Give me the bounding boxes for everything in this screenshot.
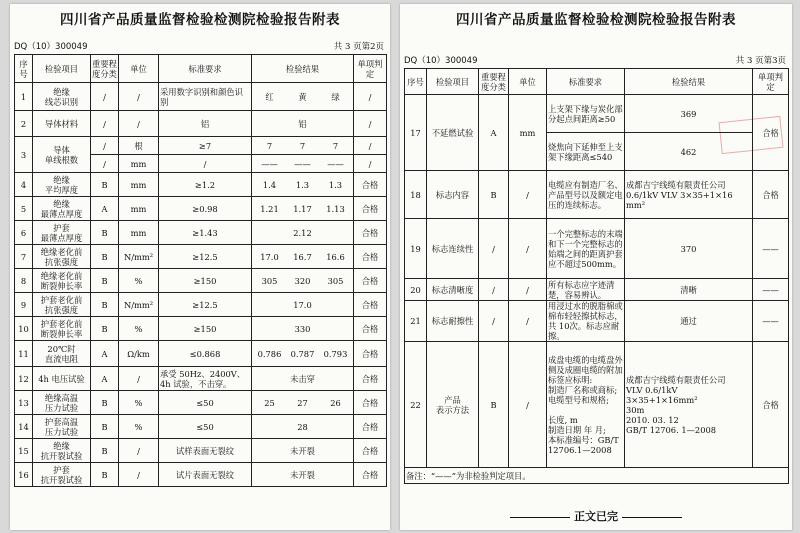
table-cell: 上支架下缘与炭化部分起点间距离≥50 [547, 95, 625, 133]
table-cell: 成盘电缆的电缆盘外侧及成圈电缆的附加标签应标明: 制造厂名称或商标; 电缆型号和规格; 长度, m 制造日期 年 月; 本标准编号：GB/T 12706.1—2008 [547, 342, 625, 468]
table-cell: 烧焦向下延伸至上支架下缘距离≤540 [547, 133, 625, 171]
end-mark: 正文已完 [400, 508, 792, 524]
table-cell: / [509, 279, 547, 301]
table-cell: 462 [625, 133, 753, 171]
column-header: 单位 [119, 55, 159, 83]
table-cell: 用浸过水的脱脂棉或棉布轻轻擦拭标志，共 10次。标志应耐擦。 [548, 301, 623, 341]
table-cell: / [91, 83, 119, 111]
verdict: —— [753, 301, 789, 342]
row-number: 12 [15, 367, 33, 391]
row-number: 19 [405, 219, 427, 279]
page-number: 共 3 页第3页 [735, 56, 786, 66]
test-item: 导体 单线根数 [33, 137, 91, 173]
table-cell: ≥150 [159, 317, 252, 341]
note-row [405, 468, 789, 484]
table-row [15, 391, 387, 415]
test-item: 绝缘 最薄点厚度 [33, 197, 91, 221]
table-cell: 通过 [625, 301, 753, 342]
table-cell: B [479, 342, 509, 468]
table-cell: 试片表面无裂纹 [159, 463, 252, 487]
test-item: 标志清晰度 [427, 279, 479, 301]
table-row [15, 317, 387, 341]
table-row [15, 463, 387, 487]
table-row [15, 173, 387, 197]
column-header: 检验结果 [625, 69, 753, 95]
table-cell: ≥12.5 [159, 245, 252, 269]
table-cell: / [91, 137, 119, 155]
table-row [15, 83, 387, 111]
test-item: 护套老化前 断裂伸长率 [33, 317, 91, 341]
verdict: 合格 [354, 173, 387, 197]
table-row [405, 301, 789, 342]
table-cell: B [91, 221, 119, 245]
verdict: 合格 [354, 439, 387, 463]
table-cell: B [91, 293, 119, 317]
table-cell: 承受 50Hz、2400V、4h 试验，不击穿。 [159, 367, 252, 391]
result-value: 绿 [331, 91, 340, 102]
table-cell [252, 197, 354, 221]
verdict: 合格 [354, 463, 387, 487]
test-item: 标志耐擦性 [427, 301, 479, 342]
table-cell: 所有标志应字迹清楚，容易辨认。 [547, 279, 625, 301]
verdict: 合格 [753, 171, 789, 219]
table-cell: / [509, 301, 547, 342]
result-value: 1.3 [328, 179, 343, 190]
verdict: 合格 [354, 341, 387, 367]
table-row [15, 367, 387, 391]
row-number: 7 [15, 245, 33, 269]
verdict: —— [753, 279, 789, 301]
row-number: 15 [15, 439, 33, 463]
table-cell: / [479, 219, 509, 279]
test-item: 导体材料 [33, 111, 91, 137]
test-item: 标志内容 [427, 171, 479, 219]
verdict: 合格 [354, 293, 387, 317]
test-item: 绝缘 抗开裂试验 [33, 439, 91, 463]
table-cell: 369 [625, 95, 753, 133]
table-cell: B [91, 245, 119, 269]
report-page-2 [10, 4, 390, 530]
table-cell: mm [509, 95, 547, 171]
table-cell [252, 269, 354, 293]
table-cell: 330 [252, 317, 354, 341]
table-cell: B [91, 391, 119, 415]
table-cell: mm [119, 197, 159, 221]
table-cell: / [354, 137, 387, 155]
table-cell: / [119, 367, 159, 391]
row-number: 9 [15, 293, 33, 317]
result-value: —— [261, 158, 278, 169]
table-cell: / [509, 342, 547, 468]
table-cell [252, 391, 354, 415]
table-cell: ≥150 [159, 269, 252, 293]
table-row [15, 341, 387, 367]
table-cell: ≥12.5 [159, 293, 252, 317]
table-cell: / [509, 219, 547, 279]
row-number: 11 [15, 341, 33, 367]
verdict: 合格 [354, 245, 387, 269]
test-item: 护套老化前 抗张强度 [33, 293, 91, 317]
test-item: 护套高温 压力试验 [33, 415, 91, 439]
test-item: 绝缘老化前 抗张强度 [33, 245, 91, 269]
table-cell: / [479, 279, 509, 301]
verdict: 合格 [753, 342, 789, 468]
table-cell [252, 341, 354, 367]
results-table [404, 68, 789, 484]
table-row [15, 245, 387, 269]
column-header: 序号 [15, 55, 33, 83]
column-header: 标准要求 [159, 55, 252, 83]
table-cell: ≥1.43 [159, 221, 252, 245]
result-value: 1.13 [326, 203, 345, 214]
row-number: 17 [405, 95, 427, 171]
result-value: 7 [299, 140, 306, 151]
table-cell: ≤0.868 [159, 341, 252, 367]
table-row [15, 111, 387, 137]
row-number: 5 [15, 197, 33, 221]
test-item: 绝缘高温 压力试验 [33, 391, 91, 415]
result-value: 0.786 [257, 348, 282, 359]
table-cell: / [91, 111, 119, 137]
column-header: 检验项目 [427, 69, 479, 95]
table-cell [252, 137, 354, 155]
table-cell: 2.12 [252, 221, 354, 245]
verdict: 合格 [354, 391, 387, 415]
result-value: 1.4 [262, 179, 277, 190]
table-cell: B [91, 463, 119, 487]
table-cell: 未开裂 [252, 439, 354, 463]
result-value: 305 [327, 275, 344, 286]
table-cell: 成都吉宁线缆有限责任公司 0.6/1kV VLV 3×35+1×16 mm² [625, 171, 753, 219]
table-row [15, 293, 387, 317]
note: 备注：“——”为非检验判定项目。 [405, 468, 789, 484]
table-cell: B [479, 171, 509, 219]
table-cell: / [509, 171, 547, 219]
table-cell: 铝 [159, 111, 252, 137]
table-cell: A [91, 367, 119, 391]
results-table [14, 54, 387, 487]
verdict: / [354, 111, 387, 137]
table-cell: 一个完整标志的末端和下一个完整标志的始端之间的距离护套应不超过500mm。 [547, 219, 625, 279]
verdict: 合格 [354, 221, 387, 245]
table-cell [252, 155, 354, 173]
result-value: 17.0 [260, 251, 279, 262]
result-value: 7 [266, 140, 273, 151]
result-value: 16.6 [326, 251, 345, 262]
result-value: 7 [332, 140, 339, 151]
table-cell: / [91, 155, 119, 173]
table-cell: 28 [252, 415, 354, 439]
table-cell: % [119, 317, 159, 341]
verdict: 合格 [354, 415, 387, 439]
table-row [15, 137, 387, 155]
table-row [15, 439, 387, 463]
column-header: 单项判定 [354, 55, 387, 83]
table-cell: A [479, 95, 509, 171]
result-value: —— [294, 158, 311, 169]
table-cell: 17.0 [252, 293, 354, 317]
row-number: 8 [15, 269, 33, 293]
verdict: 合格 [354, 197, 387, 221]
table-cell: mm [119, 155, 159, 173]
column-header: 单位 [509, 69, 547, 95]
result-value: 1.21 [260, 203, 279, 214]
result-value: 1.17 [293, 203, 312, 214]
result-value: 320 [294, 275, 311, 286]
table-cell: 未开裂 [252, 463, 354, 487]
table-row [15, 269, 387, 293]
row-number: 1 [15, 83, 33, 111]
table-cell: / [159, 155, 252, 173]
test-item: 不延燃试验 [427, 95, 479, 171]
result-value: 0.787 [290, 348, 315, 359]
column-header: 重要程度分类 [91, 55, 119, 83]
column-header: 重要程度分类 [479, 69, 509, 95]
table-cell: / [119, 83, 159, 111]
result-value: 1.3 [295, 179, 310, 190]
report-page-3 [400, 4, 792, 530]
test-item: 产品 表示方法 [427, 342, 479, 468]
test-item: 绝缘 线芯识别 [33, 83, 91, 111]
table-cell: 铝 [252, 111, 354, 137]
test-item: 绝缘 平均厚度 [33, 173, 91, 197]
table-cell: N/mm² [119, 245, 159, 269]
table-cell: B [91, 439, 119, 463]
table-cell: % [119, 391, 159, 415]
verdict: 合格 [753, 95, 789, 171]
table-cell: 采用数字识别和颜色识别 [159, 83, 252, 111]
table-row [15, 197, 387, 221]
table-cell: 370 [625, 219, 753, 279]
test-item: 20℃时 直流电阻 [33, 341, 91, 367]
result-value: 红 [265, 91, 274, 102]
table-row [405, 219, 789, 279]
table-cell: 根 [119, 137, 159, 155]
row-number: 2 [15, 111, 33, 137]
table-row [15, 415, 387, 439]
table-cell: % [119, 269, 159, 293]
result-value: 黄 [298, 91, 307, 102]
test-item: 标志连续性 [427, 219, 479, 279]
table-cell: / [119, 111, 159, 137]
result-value: 25 [264, 397, 275, 408]
table-cell: / [119, 463, 159, 487]
row-number: 16 [15, 463, 33, 487]
table-cell: 成都吉宁线缆有限责任公司 VLV 0.6/1kV 3×35+1×16mm² 30m 2010. 03. 12 GB/T 12706. 1—2008 [625, 342, 753, 468]
table-cell: B [91, 269, 119, 293]
table-cell: ≥7 [159, 137, 252, 155]
table-cell: ≤50 [159, 391, 252, 415]
verdict: / [354, 83, 387, 111]
verdict: 合格 [354, 317, 387, 341]
result-value: —— [327, 158, 344, 169]
table-cell: ≥0.98 [159, 197, 252, 221]
table-cell: A [91, 341, 119, 367]
row-number: 14 [15, 415, 33, 439]
verdict: 合格 [354, 269, 387, 293]
verdict: 合格 [354, 367, 387, 391]
row-number: 18 [405, 171, 427, 219]
row-number: 21 [405, 301, 427, 342]
table-cell: B [91, 415, 119, 439]
test-item: 护套 最薄点厚度 [33, 221, 91, 245]
result-value: 305 [261, 275, 278, 286]
result-value: 26 [330, 397, 341, 408]
column-header: 序号 [405, 69, 427, 95]
table-row [405, 171, 789, 219]
table-row [405, 95, 789, 133]
result-value: 16.7 [293, 251, 312, 262]
header-row [405, 69, 789, 95]
row-number: 3 [15, 137, 33, 173]
report-number: DQ（10）300049 [14, 42, 88, 52]
row-number: 4 [15, 173, 33, 197]
table-cell [252, 245, 354, 269]
column-header: 检验结果 [252, 55, 354, 83]
page-number: 共 3 页第2页 [333, 42, 384, 52]
table-cell: 试样表面无裂纹 [159, 439, 252, 463]
page-title: 四川省产品质量监督检验检测院检验报告附表 [456, 12, 736, 28]
table-cell: N/mm² [119, 293, 159, 317]
table-cell: 未击穿 [252, 367, 354, 391]
result-value: 27 [297, 397, 308, 408]
column-header: 标准要求 [547, 69, 625, 95]
table-cell: 清晰 [625, 279, 753, 301]
test-item: 护套 抗开裂试验 [33, 463, 91, 487]
table-cell: ≥1.2 [159, 173, 252, 197]
row-number: 10 [15, 317, 33, 341]
table-row [405, 279, 789, 301]
table-cell: % [119, 415, 159, 439]
table-cell: B [91, 173, 119, 197]
table-cell: 电缆应有制造厂名、产品型号以及额定电压的连续标志。 [547, 171, 625, 219]
table-cell: ≤50 [159, 415, 252, 439]
table-cell: mm [119, 173, 159, 197]
table-cell: / [479, 301, 509, 342]
test-item: 4h 电压试验 [33, 367, 91, 391]
row-number: 6 [15, 221, 33, 245]
table-row [15, 221, 387, 245]
verdict: —— [753, 219, 789, 279]
table-row [405, 342, 789, 468]
table-cell: Ω/km [119, 341, 159, 367]
report-number: DQ（10）300049 [404, 56, 478, 66]
table-cell: / [119, 439, 159, 463]
row-number: 22 [405, 342, 427, 468]
column-header: 检验项目 [33, 55, 91, 83]
row-number: 13 [15, 391, 33, 415]
table-cell: mm [119, 221, 159, 245]
table-cell [252, 83, 354, 111]
table-cell: B [91, 317, 119, 341]
table-cell [252, 173, 354, 197]
table-cell: / [354, 155, 387, 173]
column-header: 单项判定 [753, 69, 789, 95]
test-item: 绝缘老化前 断裂伸长率 [33, 269, 91, 293]
page-title: 四川省产品质量监督检验检测院检验报告附表 [60, 12, 340, 28]
result-value: 0.793 [323, 348, 348, 359]
row-number: 20 [405, 279, 427, 301]
header-row [15, 55, 387, 83]
table-cell: A [91, 197, 119, 221]
